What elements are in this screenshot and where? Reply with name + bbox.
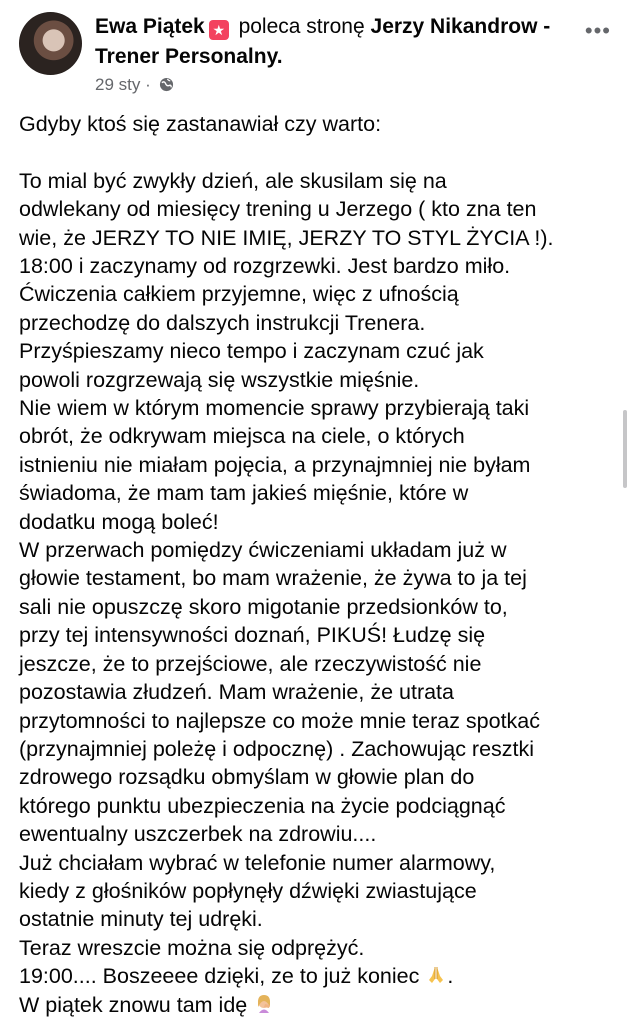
post-line: obrót, że odkrywam miejsca na ciele, o których bbox=[19, 424, 465, 449]
post-line: kiedy z głośników popłynęły dźwięki zwiastujące bbox=[19, 878, 477, 903]
post-line: przy tej intensywności doznań, PIKUŚ! Łudzę się bbox=[19, 623, 486, 648]
paragraph-spacer bbox=[19, 138, 619, 166]
post-line: W przerwach pomiędzy ćwiczeniami układam już w bbox=[19, 538, 507, 563]
post-line: Gdyby ktoś się zastanawiał czy warto: bbox=[19, 112, 382, 136]
post-line: (przynajmniej poleżę i odpocznę) . Zachowując resztki bbox=[19, 736, 535, 761]
recommend-star-icon: ★ bbox=[209, 20, 229, 40]
post-body bbox=[19, 110, 619, 1019]
action-verb: poleca stronę bbox=[238, 15, 365, 38]
post-line: dodatku mogą boleć! bbox=[19, 509, 219, 534]
post-line: świadoma, że mam tam jakieś mięśnie, które w bbox=[19, 481, 469, 506]
post-line: 18:00 i zaczynamy od rozgrzewki. Jest bardzo miło. bbox=[19, 254, 511, 279]
post-line: powoli rozgrzewają się wszystkie mięśnie. bbox=[19, 367, 420, 392]
post-line: ostatnie minuty tej udręki. bbox=[19, 907, 263, 932]
post-line: głowie testament, bo mam wrażenie, że żywa to ja tej bbox=[19, 566, 527, 591]
post-line: Teraz wreszcie można się odprężyć. bbox=[19, 935, 365, 960]
post-header bbox=[19, 10, 619, 100]
globe-icon bbox=[159, 77, 174, 92]
praying-hands-icon bbox=[425, 964, 447, 986]
post-line: Ćwiczenia całkiem przyjemne, więc z ufnością bbox=[19, 282, 459, 307]
post-line: ewentualny uszczerbek na zdrowiu.... bbox=[19, 822, 377, 847]
post-line: jeszcze, że to przejściowe, ale rzeczywistość nie bbox=[19, 651, 482, 676]
title-period: . bbox=[276, 45, 283, 68]
post-line: Przyśpieszamy nieco tempo i zaczynam czuć jak bbox=[19, 339, 484, 364]
post-title bbox=[95, 12, 575, 72]
post-line: Nie wiem w którym momencie sprawy przybierają taki bbox=[19, 396, 530, 421]
avatar[interactable] bbox=[19, 12, 82, 75]
post-meta: 29 sty · bbox=[95, 74, 174, 96]
page-name[interactable]: Jerzy Nikandrow - Trener Personalny bbox=[95, 15, 551, 68]
post-line: przechodzę do dalszych instrukcji Trenera. bbox=[19, 310, 426, 335]
post-line: zdrowego rozsądku obmyślam w głowie plan do bbox=[19, 765, 475, 790]
post-line: pozostawia złudzeń. Mam wrażenie, że utrata bbox=[19, 680, 454, 705]
post-line bbox=[19, 991, 619, 1019]
post-line-text: 19:00.... Boszeeee dzięki, ze to już koniec bbox=[19, 964, 420, 989]
timestamp[interactable]: 29 sty bbox=[95, 75, 141, 94]
post-line: istnieniu nie miałam pojęcia, a przynajmniej nie byłam bbox=[19, 452, 531, 477]
post-line: wie, że JERZY TO NIE IMIĘ, JERZY TO STYL ŻYCIA !). bbox=[19, 225, 554, 250]
post-line-text: W piątek znowu tam idę bbox=[19, 992, 248, 1017]
post-line: odwlekany od miesięcy trening u Jerzego ( kto zna ten bbox=[19, 197, 537, 222]
post-line: sali nie opuszczę skoro migotanie przedsionków to, bbox=[19, 594, 508, 619]
post-line: przytomności to najlepsze co może mnie teraz spotkać bbox=[19, 708, 541, 733]
post-line: 19:00.... Boszeeee dzięki, ze to już koniec . bbox=[19, 964, 454, 989]
post-line: To mial być zwykły dzień, ale skusilam się na bbox=[19, 168, 447, 193]
post-line: Już chciałam wybrać w telefonie numer alarmowy, bbox=[19, 850, 496, 875]
more-options-icon[interactable]: ••• bbox=[584, 18, 611, 43]
scrollbar[interactable] bbox=[623, 410, 627, 488]
author-name[interactable]: Ewa Piątek bbox=[95, 15, 205, 38]
facepalm-woman-icon bbox=[253, 993, 275, 1015]
post-line: którego punktu ubezpieczenia na życie podciągnąć bbox=[19, 793, 506, 818]
